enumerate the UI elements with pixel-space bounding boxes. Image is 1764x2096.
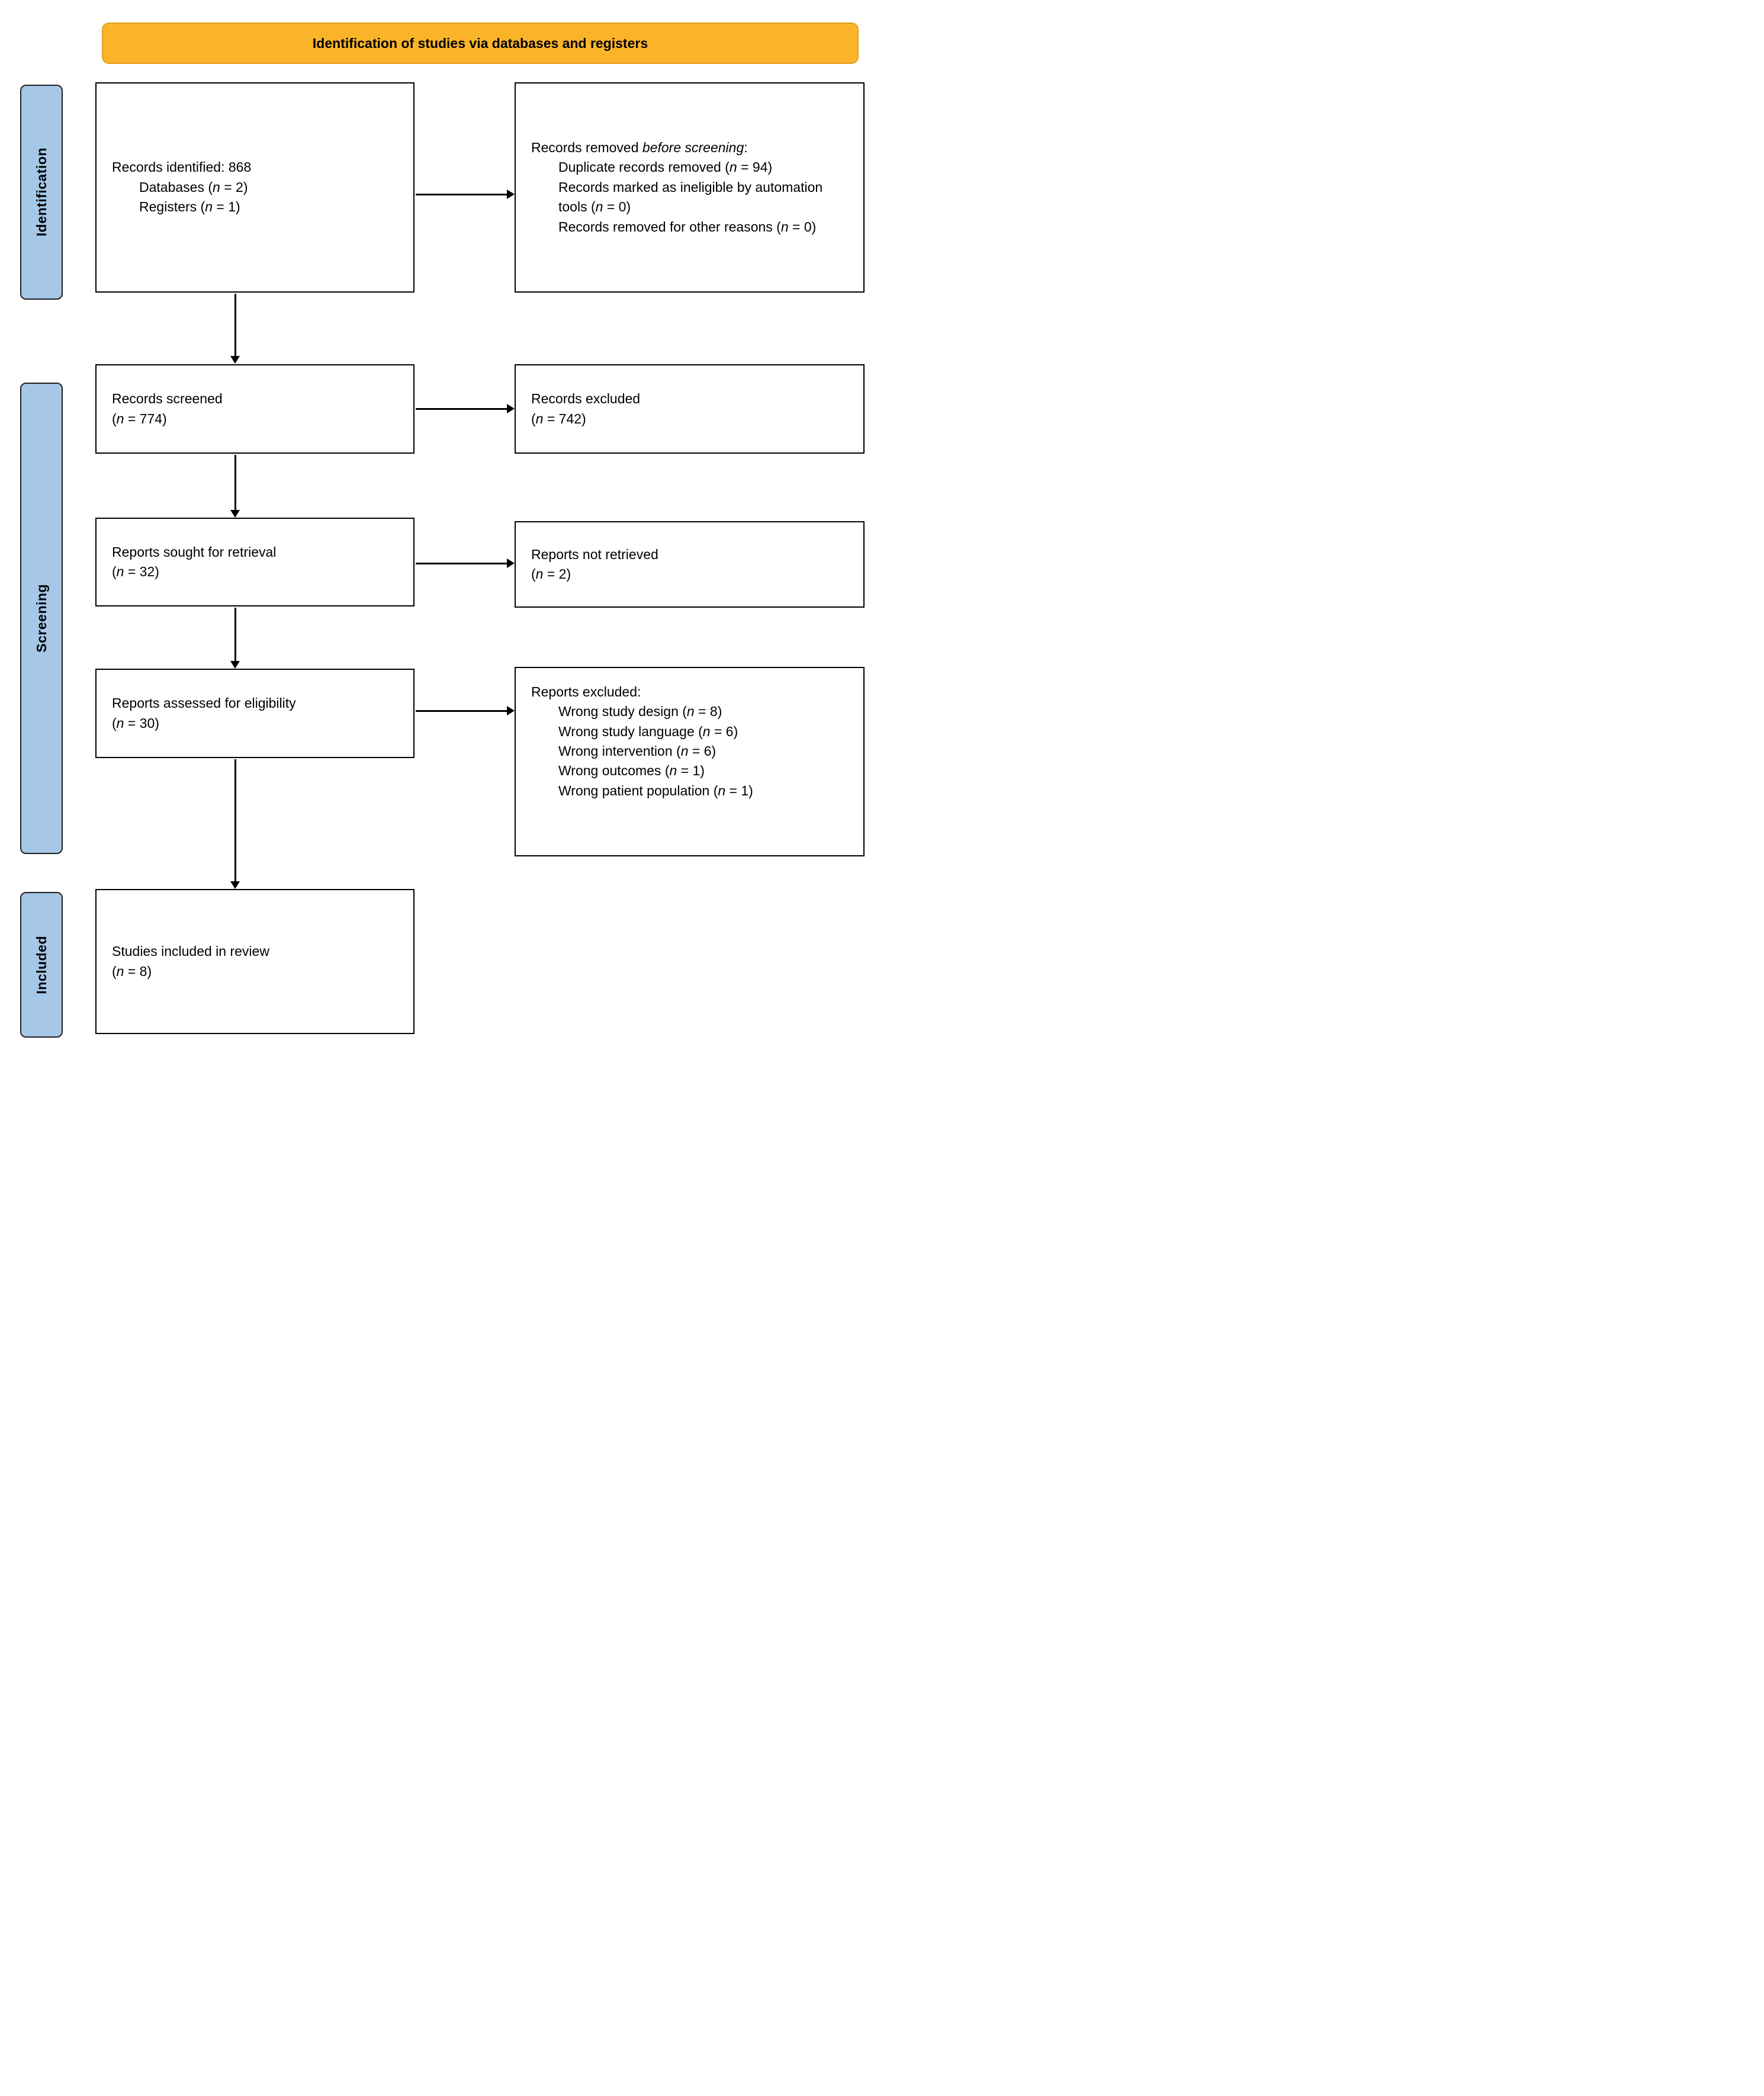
box-reports-assessed-for-eligibility — [95, 669, 415, 758]
reports-excluded-item-design: Wrong study design (n = 8) — [558, 704, 722, 720]
box-records-screened — [95, 364, 415, 454]
records-excluded-count: (n = 742) — [531, 410, 586, 426]
records-identified-item-databases: Databases (n = 2) — [139, 179, 248, 195]
arrow-right-assessed-to-excluded-icon — [416, 710, 507, 712]
stage-label-included-text: Included — [33, 935, 49, 994]
reports-excluded-item-language: Wrong study language (n = 6) — [558, 723, 738, 739]
arrow-down-assessed-to-included-icon — [234, 759, 236, 882]
reports-sought-label: Reports sought for retrieval — [112, 544, 277, 560]
box-records-excluded — [515, 364, 865, 454]
records-screened-label: Records screened — [112, 391, 223, 407]
reports-assessed-count: (n = 30) — [112, 715, 159, 731]
records-excluded-label: Records excluded — [531, 391, 641, 407]
records-removed-item-automation: Records marked as ineligible by automation tools (n = 0) — [558, 179, 823, 215]
records-screened-count: (n = 774) — [112, 410, 167, 426]
stage-label-identification-text: Identification — [33, 147, 49, 237]
records-removed-item-duplicates: Duplicate records removed (n = 94) — [558, 159, 773, 175]
reports-excluded-item-intervention: Wrong intervention (n = 6) — [558, 743, 716, 759]
prisma-flow-diagram — [0, 0, 882, 1048]
box-reports-not-retrieved — [515, 521, 865, 608]
records-removed-title: Records removed before screening: — [531, 140, 748, 156]
reports-excluded-title: Reports excluded: — [531, 684, 641, 699]
arrow-right-identified-to-removed-icon — [416, 194, 507, 195]
reports-not-retrieved-count: (n = 2) — [531, 566, 571, 582]
reports-assessed-label: Reports assessed for eligibility — [112, 695, 296, 711]
arrow-down-identified-to-screened-icon — [234, 294, 236, 357]
box-studies-included-in-review — [95, 889, 415, 1034]
reports-not-retrieved-label: Reports not retrieved — [531, 546, 658, 562]
box-records-removed-before-screening — [515, 82, 865, 293]
stage-label-included — [20, 892, 63, 1038]
arrow-down-screened-to-sought-icon — [234, 455, 236, 511]
reports-excluded-item-outcomes: Wrong outcomes (n = 1) — [558, 763, 705, 779]
studies-included-label: Studies included in review — [112, 943, 269, 959]
studies-included-count: (n = 8) — [112, 963, 152, 979]
records-removed-item-other: Records removed for other reasons (n = 0) — [558, 219, 817, 235]
arrow-down-sought-to-assessed-icon — [234, 608, 236, 662]
box-reports-sought-for-retrieval — [95, 518, 415, 606]
reports-excluded-item-population: Wrong patient population (n = 1) — [558, 782, 753, 798]
records-identified-item-registers: Registers (n = 1) — [139, 199, 240, 215]
reports-sought-count: (n = 32) — [112, 564, 159, 579]
title-banner: Identification of studies via databases and registers — [102, 23, 859, 64]
stage-label-identification — [20, 85, 63, 300]
records-identified-title: Records identified: 868 — [112, 159, 252, 175]
stage-label-screening-text: Screening — [33, 584, 49, 653]
stage-label-screening — [20, 383, 63, 854]
arrow-right-screened-to-excluded-icon — [416, 408, 507, 410]
box-reports-excluded — [515, 667, 865, 856]
box-records-identified — [95, 82, 415, 293]
arrow-right-sought-to-not-retrieved-icon — [416, 563, 507, 564]
